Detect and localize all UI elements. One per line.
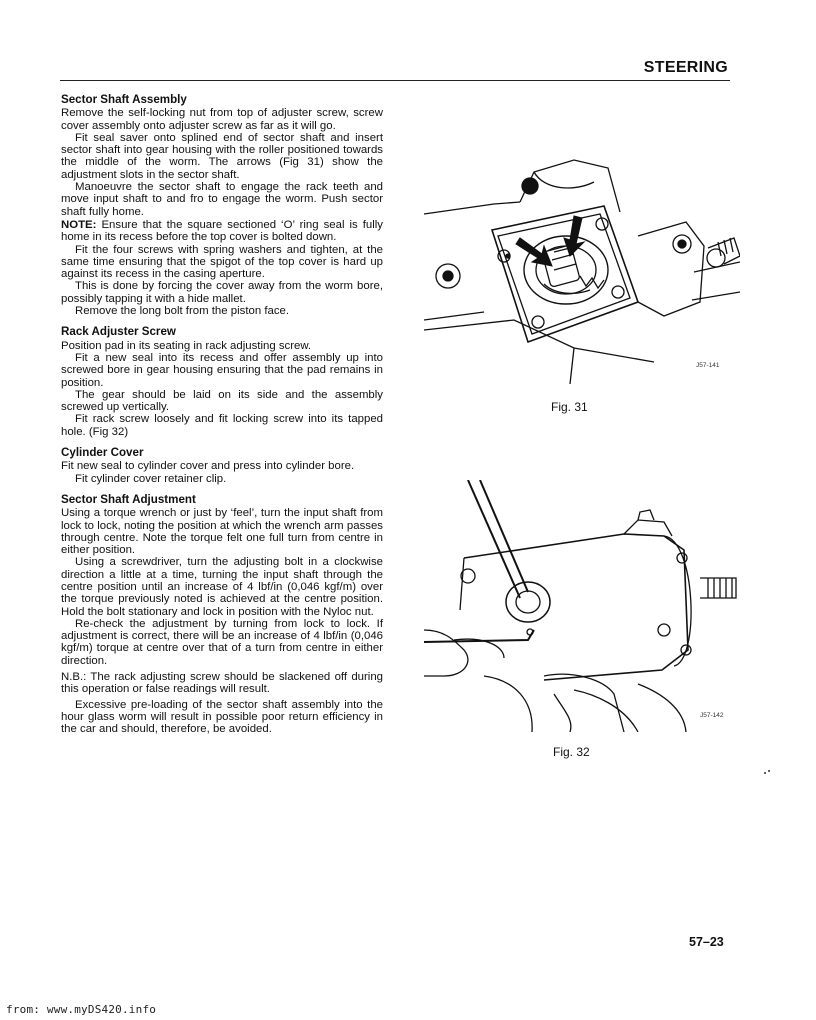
paragraph: Fit new seal to cylinder cover and press into cylinder bore. (61, 460, 355, 473)
paragraph: Fit cylinder cover retainer clip. (75, 472, 227, 485)
figure-32-caption: Fig. 32 (553, 745, 590, 759)
site-watermark: from: www.myDS420.info (6, 1003, 157, 1016)
paragraph: Fit rack screw loosely and fit locking screw into its tapped hole. (Fig 32) (61, 413, 383, 438)
section-heading: Rack Adjuster Screw (61, 325, 176, 339)
text-column (61, 94, 383, 745)
paragraph: Fit the four screws with spring washers and tighten, at the same time ensuring that the spigot of the top cover is hard up against its recess in the casing aperture. (61, 243, 383, 281)
figure-code: J57-141 (696, 362, 720, 369)
section-heading: Sector Shaft Assembly (61, 93, 187, 106)
page-header-title: STEERING (643, 59, 728, 76)
scan-speck (764, 772, 766, 774)
paragraph: Using a torque wrench or just by ‘feel’, turn the input shaft from lock to lock, noting the position at which the wrench arm passes through centre. Note the torque felt one full turn from centre in either position. (61, 507, 383, 557)
section-sector-shaft-adjustment (61, 494, 383, 736)
section-heading: Sector Shaft Adjustment (61, 492, 196, 506)
section-heading: Cylinder Cover (61, 446, 144, 460)
section-sector-shaft-assembly (61, 94, 383, 317)
nb-paragraph: N.B.: The rack adjusting screw should be slackened off during this operation or false readings will result. (61, 671, 383, 696)
figure-code: J57-142 (700, 712, 724, 719)
paragraph: This is done by forcing the cover away from the worm bore, possibly tapping it with a hide mallet. (61, 280, 383, 305)
steering-box-top-view-drawing (424, 152, 740, 384)
paragraph: Remove the long bolt from the piston face. (75, 305, 290, 318)
paragraph: Position pad in its seating in rack adjusting screw. (61, 339, 312, 352)
note-text: Ensure that the square sectioned ‘O’ ring seal is fully home in its recess before the top cover is bolted down. (61, 218, 383, 244)
paragraph: The gear should be laid on its side and the assembly screwed up vertically. (61, 388, 383, 414)
paragraph: Fit seal saver onto splined end of sector shaft and insert sector shaft into gear housing with the roller positioned towards the middle of the worm. The arrows (Fig 31) show the adjustment slots in the sector shaft. (61, 131, 383, 181)
paragraph: Re-check the adjustment by turning from lock to lock. If adjustment is correct, there will be an increase of 4 lbf/in (0,046 kgf/m) torque at centre over that of a turn from centre in either direction. (61, 617, 383, 667)
section-cylinder-cover (61, 447, 383, 485)
page-number: 57–23 (689, 935, 724, 949)
paragraph: Fit a new seal into its recess and offer assembly up into screwed bore in gear housing ensuring that the pad remains in position. (61, 351, 383, 389)
screwdriver-adjustment-drawing (424, 480, 740, 732)
header-rule (60, 80, 730, 81)
paragraph: Manoeuvre the sector shaft to engage the rack teeth and move input shaft to and fro to engage the worm. Push sector shaft fully home. (61, 181, 383, 218)
paragraph: Excessive pre-loading of the sector shaft assembly into the hour glass worm will result in possible poor return efficiency in the car and should, therefore, be avoided. (61, 698, 383, 736)
figure-31-caption: Fig. 31 (551, 400, 588, 414)
note-label: NOTE: (61, 218, 97, 231)
section-rack-adjuster-screw (61, 326, 383, 438)
scan-speck (768, 770, 770, 772)
figure-32-illustration (424, 480, 740, 732)
note-paragraph (61, 219, 383, 244)
paragraph: Using a screwdriver, turn the adjusting bolt in a clockwise direction a little at a time, turning the input shaft through the centre position until an increase of 4 lbf/in (0,046 kgf/m) over the torque previously noted is achieved at the centre position. Hold the bolt stationary and lock in position with the Nyloc nut. (61, 556, 383, 618)
figure-31-illustration (424, 152, 740, 384)
paragraph: Remove the self-locking nut from top of adjuster screw, screw cover assembly onto adjuster screw as far as it will go. (61, 107, 383, 132)
